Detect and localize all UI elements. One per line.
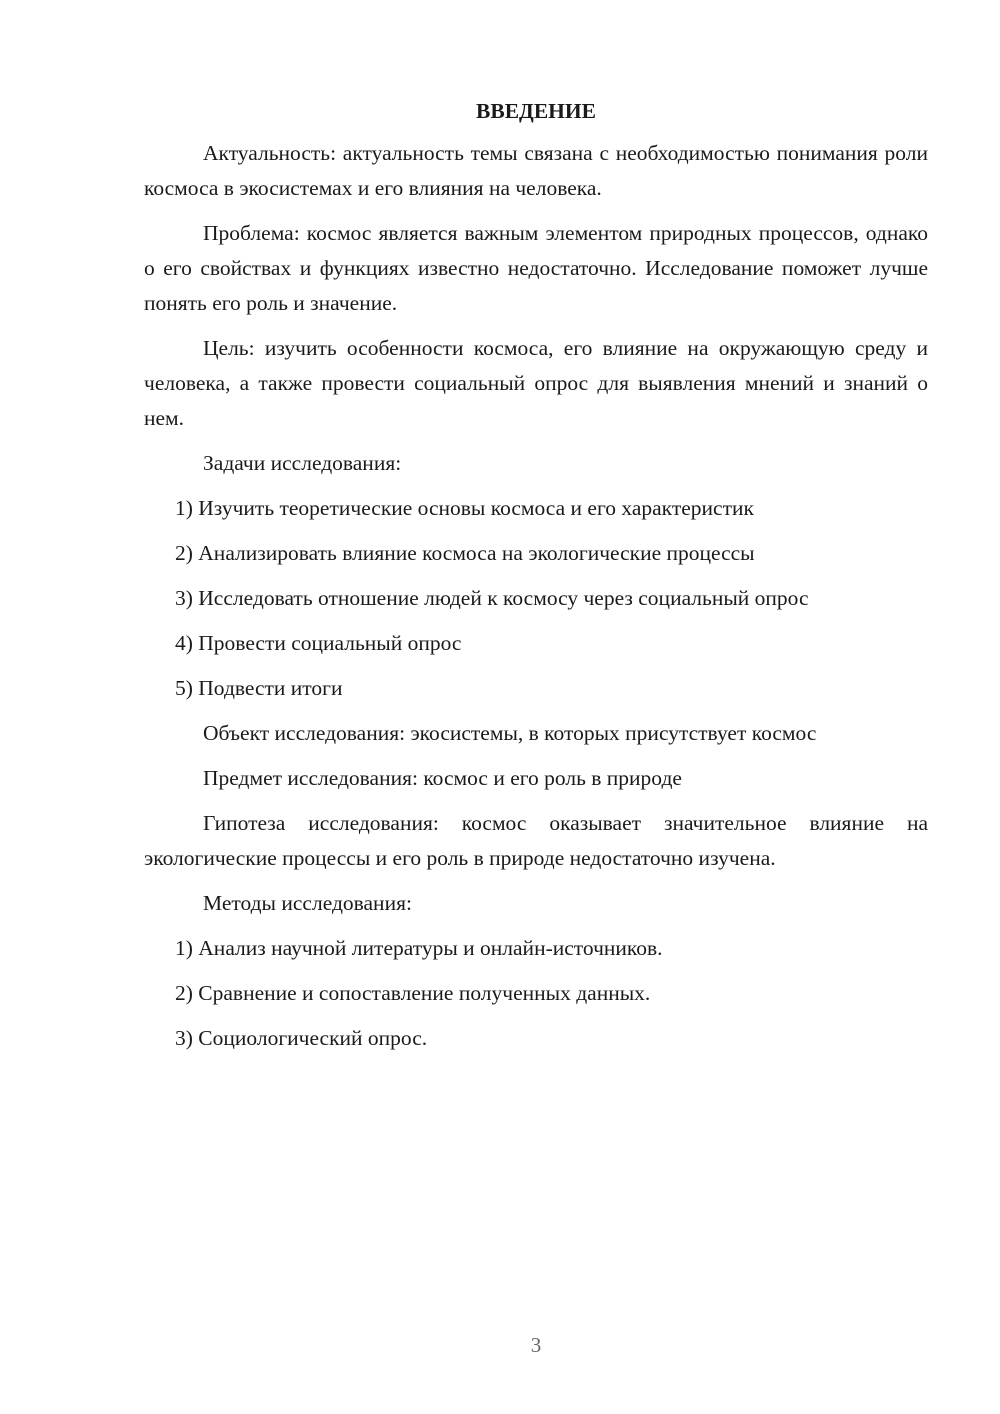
tasks-heading: Задачи исследования: [203, 451, 402, 475]
task-item: 3) Исследовать отношение людей к космосу через социальный опрос [175, 586, 809, 610]
goal-paragraph: Цель: изучить особенности космоса, его влияние на окружающую среду и человека, а также провести социальный опрос для выявления мнений и знаний о нем. [144, 336, 928, 430]
page-content [144, 96, 928, 1066]
methods-heading: Методы исследования: [203, 891, 412, 915]
research-object: Объект исследования: экосистемы, в которых присутствует космос [203, 721, 817, 745]
task-item: 4) Провести социальный опрос [175, 631, 462, 655]
task-item: 5) Подвести итоги [175, 676, 343, 700]
task-item: 1) Изучить теоретические основы космоса и его характеристик [175, 496, 754, 520]
problem-paragraph: Проблема: космос является важным элементом природных процессов, однако о его свойствах и функциях известно недостаточно. Исследование поможет лучше понять его роль и значение. [144, 221, 928, 315]
page-number: 3 [530, 1333, 542, 1357]
method-item: 3) Социологический опрос. [175, 1026, 428, 1050]
section-title: ВВЕДЕНИЕ [476, 99, 596, 123]
relevance-paragraph: Актуальность: актуальность темы связана с необходимостью понимания роли космоса в экосистемах и его влияния на человека. [144, 141, 928, 200]
method-item: 2) Сравнение и сопоставление полученных данных. [175, 981, 651, 1005]
research-hypothesis: Гипотеза исследования: космос оказывает значительное влияние на экологические процессы и его роль в природе недостаточно изучена. [144, 811, 928, 870]
task-item: 2) Анализировать влияние космоса на экологические процессы [175, 541, 755, 565]
research-subject: Предмет исследования: космос и его роль в природе [203, 766, 682, 790]
method-item: 1) Анализ научной литературы и онлайн-источников. [175, 936, 663, 960]
